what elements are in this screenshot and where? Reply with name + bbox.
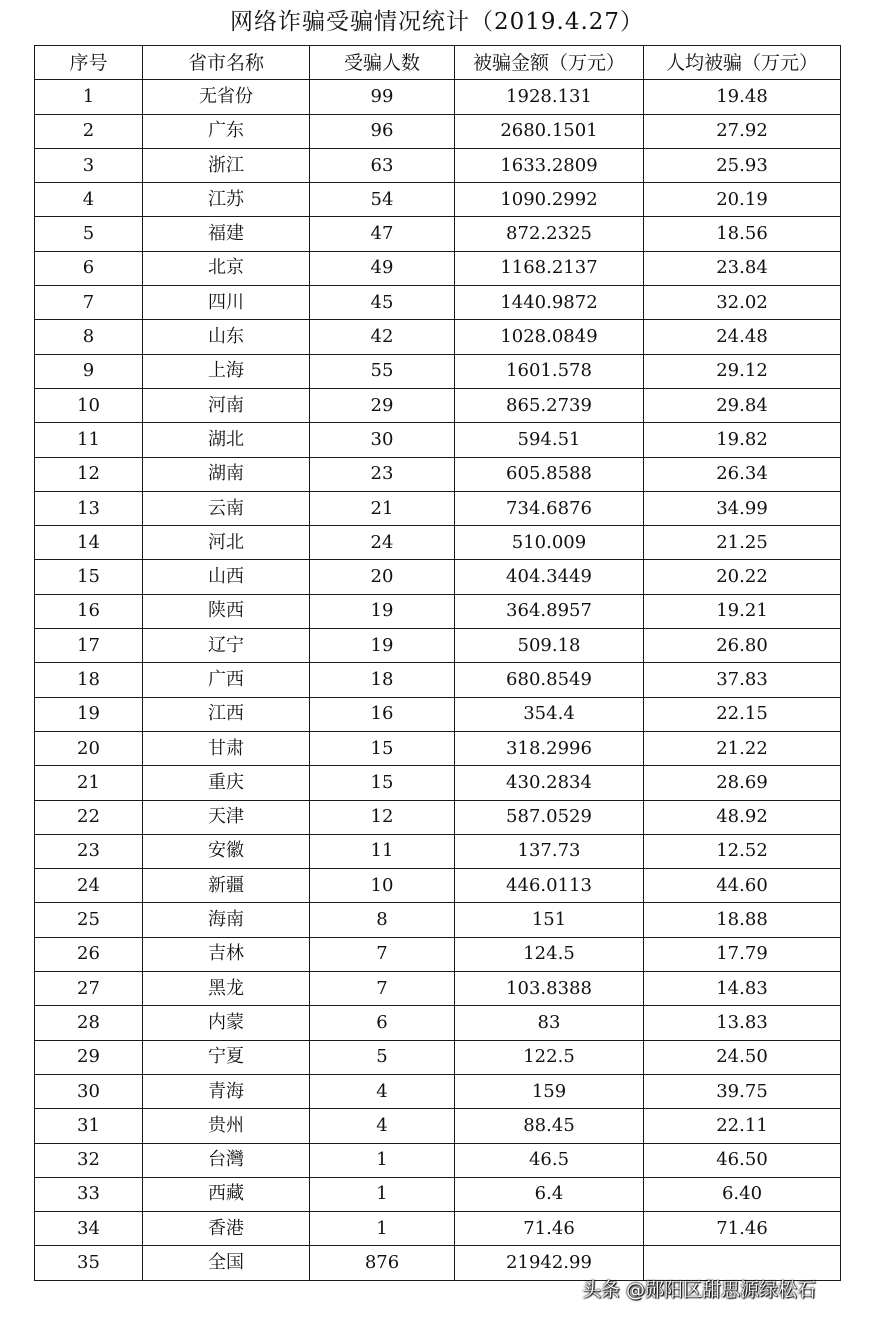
cell-amount: 71.46 bbox=[455, 1212, 644, 1246]
cell-victim-count: 8 bbox=[310, 903, 455, 937]
cell-province: 浙江 bbox=[143, 148, 310, 182]
cell-index: 33 bbox=[35, 1177, 143, 1211]
header-victim-count: 受骗人数 bbox=[310, 46, 455, 80]
cell-amount: 865.2739 bbox=[455, 388, 644, 422]
cell-amount: 587.0529 bbox=[455, 800, 644, 834]
table-row bbox=[35, 1040, 841, 1074]
table-row bbox=[35, 1212, 841, 1246]
cell-victim-count: 10 bbox=[310, 869, 455, 903]
cell-index: 2 bbox=[35, 114, 143, 148]
cell-victim-count: 16 bbox=[310, 697, 455, 731]
cell-per-capita: 13.83 bbox=[644, 1006, 841, 1040]
cell-index: 6 bbox=[35, 251, 143, 285]
cell-amount: 510.009 bbox=[455, 526, 644, 560]
cell-index: 12 bbox=[35, 457, 143, 491]
cell-victim-count: 1 bbox=[310, 1177, 455, 1211]
cell-victim-count: 15 bbox=[310, 766, 455, 800]
table-row bbox=[35, 1006, 841, 1040]
cell-amount: 605.8588 bbox=[455, 457, 644, 491]
cell-index: 10 bbox=[35, 388, 143, 422]
cell-index: 32 bbox=[35, 1143, 143, 1177]
cell-amount: 594.51 bbox=[455, 423, 644, 457]
cell-per-capita: 34.99 bbox=[644, 491, 841, 525]
cell-amount: 2680.1501 bbox=[455, 114, 644, 148]
table-row bbox=[35, 80, 841, 114]
cell-index: 30 bbox=[35, 1074, 143, 1108]
cell-index: 14 bbox=[35, 526, 143, 560]
table-row bbox=[35, 972, 841, 1006]
cell-province: 江苏 bbox=[143, 183, 310, 217]
cell-amount: 1928.131 bbox=[455, 80, 644, 114]
cell-victim-count: 42 bbox=[310, 320, 455, 354]
cell-victim-count: 96 bbox=[310, 114, 455, 148]
cell-province: 香港 bbox=[143, 1212, 310, 1246]
cell-province: 青海 bbox=[143, 1074, 310, 1108]
cell-province: 河北 bbox=[143, 526, 310, 560]
table-row bbox=[35, 800, 841, 834]
cell-index: 1 bbox=[35, 80, 143, 114]
cell-province: 山东 bbox=[143, 320, 310, 354]
table-row bbox=[35, 354, 841, 388]
cell-victim-count: 20 bbox=[310, 560, 455, 594]
cell-amount: 318.2996 bbox=[455, 731, 644, 765]
cell-index: 26 bbox=[35, 937, 143, 971]
cell-amount: 1601.578 bbox=[455, 354, 644, 388]
cell-index: 25 bbox=[35, 903, 143, 937]
cell-amount: 137.73 bbox=[455, 834, 644, 868]
cell-per-capita: 24.48 bbox=[644, 320, 841, 354]
cell-amount: 404.3449 bbox=[455, 560, 644, 594]
table-row bbox=[35, 1177, 841, 1211]
cell-victim-count: 12 bbox=[310, 800, 455, 834]
cell-victim-count: 63 bbox=[310, 148, 455, 182]
header-index: 序号 bbox=[35, 46, 143, 80]
cell-per-capita: 44.60 bbox=[644, 869, 841, 903]
cell-amount: 1168.2137 bbox=[455, 251, 644, 285]
cell-amount: 364.8957 bbox=[455, 594, 644, 628]
cell-province: 西藏 bbox=[143, 1177, 310, 1211]
cell-index: 3 bbox=[35, 148, 143, 182]
cell-per-capita: 37.83 bbox=[644, 663, 841, 697]
cell-victim-count: 7 bbox=[310, 937, 455, 971]
cell-victim-count: 1 bbox=[310, 1143, 455, 1177]
cell-amount: 509.18 bbox=[455, 629, 644, 663]
cell-province: 北京 bbox=[143, 251, 310, 285]
cell-per-capita: 23.84 bbox=[644, 251, 841, 285]
cell-province: 上海 bbox=[143, 354, 310, 388]
cell-index: 8 bbox=[35, 320, 143, 354]
page-title: 网络诈骗受骗情况统计（2019.4.27） bbox=[229, 9, 645, 35]
cell-per-capita: 12.52 bbox=[644, 834, 841, 868]
cell-province: 新疆 bbox=[143, 869, 310, 903]
cell-victim-count: 99 bbox=[310, 80, 455, 114]
cell-province: 云南 bbox=[143, 491, 310, 525]
cell-victim-count: 15 bbox=[310, 731, 455, 765]
table-row bbox=[35, 251, 841, 285]
table-row bbox=[35, 1109, 841, 1143]
cell-province: 贵州 bbox=[143, 1109, 310, 1143]
cell-province: 无省份 bbox=[143, 80, 310, 114]
cell-province: 陕西 bbox=[143, 594, 310, 628]
table-row bbox=[35, 286, 841, 320]
cell-victim-count: 876 bbox=[310, 1246, 455, 1280]
cell-province: 福建 bbox=[143, 217, 310, 251]
table-row bbox=[35, 1143, 841, 1177]
cell-victim-count: 19 bbox=[310, 629, 455, 663]
cell-amount: 872.2325 bbox=[455, 217, 644, 251]
cell-victim-count: 7 bbox=[310, 972, 455, 1006]
table-row bbox=[35, 560, 841, 594]
header-amount: 被骗金额（万元） bbox=[455, 46, 644, 80]
table-row bbox=[35, 491, 841, 525]
cell-per-capita: 71.46 bbox=[644, 1212, 841, 1246]
cell-index: 29 bbox=[35, 1040, 143, 1074]
cell-index: 11 bbox=[35, 423, 143, 457]
cell-per-capita: 29.84 bbox=[644, 388, 841, 422]
cell-province: 内蒙 bbox=[143, 1006, 310, 1040]
table-row bbox=[35, 697, 841, 731]
cell-per-capita: 26.34 bbox=[644, 457, 841, 491]
cell-province: 甘肃 bbox=[143, 731, 310, 765]
table-row bbox=[35, 388, 841, 422]
cell-victim-count: 5 bbox=[310, 1040, 455, 1074]
cell-victim-count: 6 bbox=[310, 1006, 455, 1040]
cell-index: 27 bbox=[35, 972, 143, 1006]
header-province: 省市名称 bbox=[143, 46, 310, 80]
cell-amount: 430.2834 bbox=[455, 766, 644, 800]
cell-index: 28 bbox=[35, 1006, 143, 1040]
cell-per-capita: 20.22 bbox=[644, 560, 841, 594]
cell-victim-count: 49 bbox=[310, 251, 455, 285]
cell-per-capita: 17.79 bbox=[644, 937, 841, 971]
cell-amount: 83 bbox=[455, 1006, 644, 1040]
cell-per-capita: 18.56 bbox=[644, 217, 841, 251]
table-row bbox=[35, 457, 841, 491]
cell-victim-count: 18 bbox=[310, 663, 455, 697]
table-row bbox=[35, 834, 841, 868]
cell-per-capita: 22.15 bbox=[644, 697, 841, 731]
cell-victim-count: 23 bbox=[310, 457, 455, 491]
cell-amount: 680.8549 bbox=[455, 663, 644, 697]
cell-amount: 6.4 bbox=[455, 1177, 644, 1211]
cell-index: 24 bbox=[35, 869, 143, 903]
cell-per-capita: 27.92 bbox=[644, 114, 841, 148]
cell-victim-count: 45 bbox=[310, 286, 455, 320]
table-row bbox=[35, 629, 841, 663]
cell-per-capita: 21.25 bbox=[644, 526, 841, 560]
cell-index: 19 bbox=[35, 697, 143, 731]
cell-index: 16 bbox=[35, 594, 143, 628]
table-row bbox=[35, 731, 841, 765]
cell-victim-count: 47 bbox=[310, 217, 455, 251]
cell-amount: 46.5 bbox=[455, 1143, 644, 1177]
cell-index: 4 bbox=[35, 183, 143, 217]
cell-victim-count: 1 bbox=[310, 1212, 455, 1246]
cell-per-capita: 22.11 bbox=[644, 1109, 841, 1143]
cell-index: 35 bbox=[35, 1246, 143, 1280]
table-row bbox=[35, 869, 841, 903]
cell-province: 黑龙 bbox=[143, 972, 310, 1006]
cell-amount: 1090.2992 bbox=[455, 183, 644, 217]
cell-index: 20 bbox=[35, 731, 143, 765]
cell-victim-count: 19 bbox=[310, 594, 455, 628]
cell-province: 山西 bbox=[143, 560, 310, 594]
table-row bbox=[35, 148, 841, 182]
cell-victim-count: 55 bbox=[310, 354, 455, 388]
cell-amount: 21942.99 bbox=[455, 1246, 644, 1280]
cell-per-capita: 26.80 bbox=[644, 629, 841, 663]
cell-province: 台灣 bbox=[143, 1143, 310, 1177]
cell-province: 天津 bbox=[143, 800, 310, 834]
cell-index: 21 bbox=[35, 766, 143, 800]
table-header-row bbox=[35, 46, 841, 80]
cell-victim-count: 24 bbox=[310, 526, 455, 560]
cell-index: 22 bbox=[35, 800, 143, 834]
cell-index: 18 bbox=[35, 663, 143, 697]
cell-per-capita: 21.22 bbox=[644, 731, 841, 765]
table-row bbox=[35, 663, 841, 697]
cell-per-capita: 29.12 bbox=[644, 354, 841, 388]
cell-index: 7 bbox=[35, 286, 143, 320]
cell-amount: 1633.2809 bbox=[455, 148, 644, 182]
cell-province: 江西 bbox=[143, 697, 310, 731]
cell-victim-count: 4 bbox=[310, 1074, 455, 1108]
cell-per-capita: 20.19 bbox=[644, 183, 841, 217]
table-row bbox=[35, 937, 841, 971]
cell-amount: 124.5 bbox=[455, 937, 644, 971]
table-row bbox=[35, 766, 841, 800]
cell-per-capita: 19.21 bbox=[644, 594, 841, 628]
cell-province: 河南 bbox=[143, 388, 310, 422]
cell-index: 5 bbox=[35, 217, 143, 251]
table-row bbox=[35, 183, 841, 217]
cell-per-capita: 46.50 bbox=[644, 1143, 841, 1177]
cell-index: 23 bbox=[35, 834, 143, 868]
cell-victim-count: 29 bbox=[310, 388, 455, 422]
cell-per-capita: 28.69 bbox=[644, 766, 841, 800]
cell-index: 13 bbox=[35, 491, 143, 525]
cell-province: 全国 bbox=[143, 1246, 310, 1280]
cell-province: 宁夏 bbox=[143, 1040, 310, 1074]
cell-per-capita: 6.40 bbox=[644, 1177, 841, 1211]
cell-per-capita: 25.93 bbox=[644, 148, 841, 182]
cell-amount: 122.5 bbox=[455, 1040, 644, 1074]
cell-amount: 446.0113 bbox=[455, 869, 644, 903]
cell-amount: 1028.0849 bbox=[455, 320, 644, 354]
table-row bbox=[35, 217, 841, 251]
table-row bbox=[35, 1074, 841, 1108]
table-row bbox=[35, 903, 841, 937]
cell-province: 安徽 bbox=[143, 834, 310, 868]
cell-province: 广东 bbox=[143, 114, 310, 148]
cell-amount: 354.4 bbox=[455, 697, 644, 731]
cell-index: 9 bbox=[35, 354, 143, 388]
cell-per-capita: 39.75 bbox=[644, 1074, 841, 1108]
table-row bbox=[35, 423, 841, 457]
cell-index: 17 bbox=[35, 629, 143, 663]
cell-per-capita: 19.48 bbox=[644, 80, 841, 114]
fraud-statistics-table bbox=[34, 45, 841, 1281]
table-row bbox=[35, 320, 841, 354]
cell-amount: 159 bbox=[455, 1074, 644, 1108]
cell-province: 广西 bbox=[143, 663, 310, 697]
cell-province: 四川 bbox=[143, 286, 310, 320]
table-row bbox=[35, 114, 841, 148]
cell-amount: 151 bbox=[455, 903, 644, 937]
cell-province: 重庆 bbox=[143, 766, 310, 800]
cell-province: 湖北 bbox=[143, 423, 310, 457]
cell-per-capita: 14.83 bbox=[644, 972, 841, 1006]
table-row bbox=[35, 594, 841, 628]
cell-province: 海南 bbox=[143, 903, 310, 937]
cell-amount: 734.6876 bbox=[455, 491, 644, 525]
cell-amount: 103.8388 bbox=[455, 972, 644, 1006]
cell-victim-count: 11 bbox=[310, 834, 455, 868]
cell-per-capita: 24.50 bbox=[644, 1040, 841, 1074]
cell-victim-count: 4 bbox=[310, 1109, 455, 1143]
cell-index: 34 bbox=[35, 1212, 143, 1246]
cell-victim-count: 21 bbox=[310, 491, 455, 525]
cell-amount: 88.45 bbox=[455, 1109, 644, 1143]
cell-per-capita: 18.88 bbox=[644, 903, 841, 937]
cell-index: 31 bbox=[35, 1109, 143, 1143]
cell-per-capita: 19.82 bbox=[644, 423, 841, 457]
table-row bbox=[35, 526, 841, 560]
cell-province: 吉林 bbox=[143, 937, 310, 971]
cell-province: 辽宁 bbox=[143, 629, 310, 663]
cell-index: 15 bbox=[35, 560, 143, 594]
cell-amount: 1440.9872 bbox=[455, 286, 644, 320]
cell-per-capita: 32.02 bbox=[644, 286, 841, 320]
cell-victim-count: 30 bbox=[310, 423, 455, 457]
cell-victim-count: 54 bbox=[310, 183, 455, 217]
cell-per-capita: 48.92 bbox=[644, 800, 841, 834]
watermark: 头条 @郧阳区甜思源绿松石 bbox=[582, 1279, 817, 1301]
header-per-capita: 人均被骗（万元） bbox=[644, 46, 841, 80]
cell-province: 湖南 bbox=[143, 457, 310, 491]
